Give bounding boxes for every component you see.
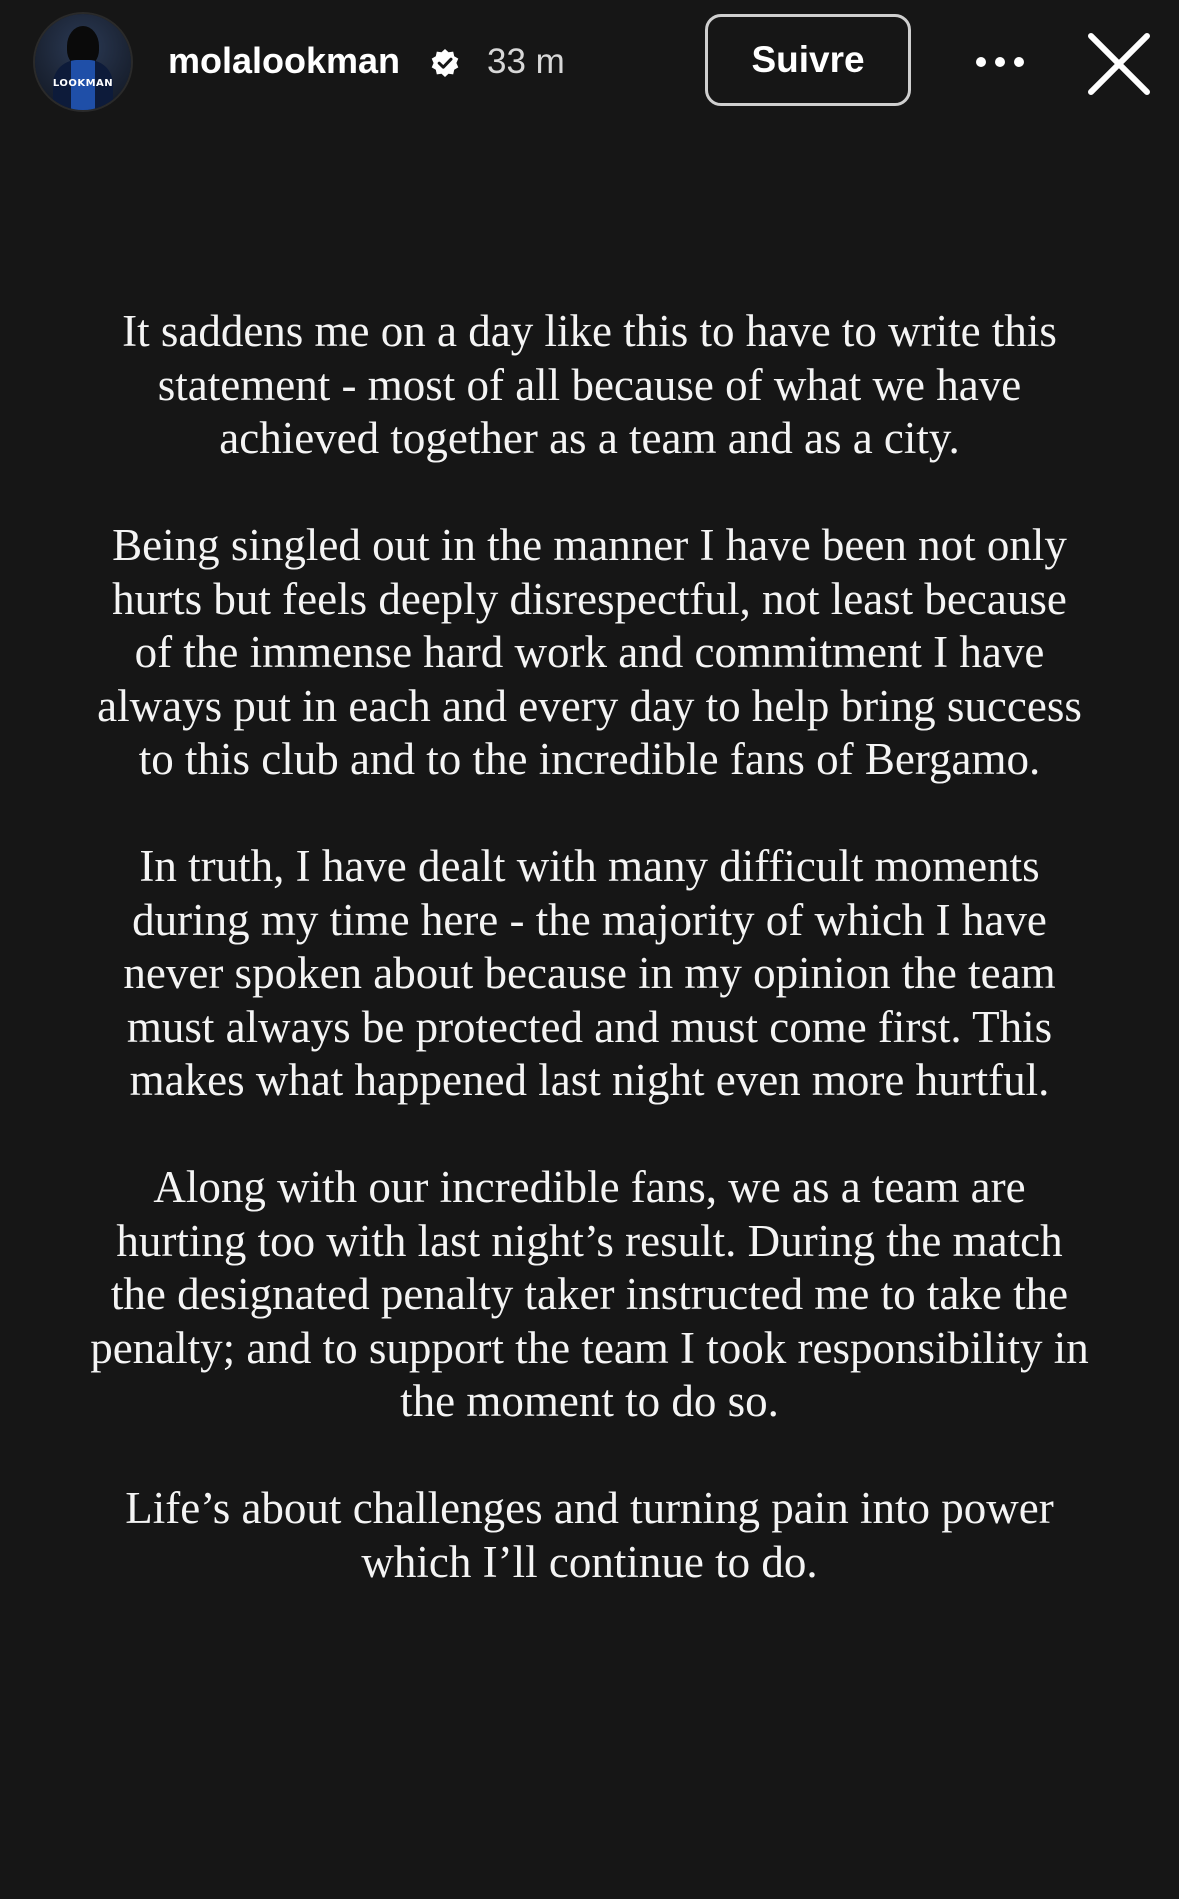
statement-paragraph: In truth, I have dealt with many difficult moments during my time here - the majority of which I have never spoken about because in my opinion the team must always be protected and must come first. This makes what happened last night even more hurtful. <box>123 841 1056 1105</box>
avatar-tag: LOOKMAN <box>52 78 114 89</box>
story-header <box>0 0 1179 125</box>
close-icon[interactable] <box>1085 30 1153 98</box>
verified-badge-icon <box>430 48 460 78</box>
post-time: 33 m <box>487 42 565 81</box>
avatar[interactable] <box>35 14 131 110</box>
story-statement <box>90 305 1089 1589</box>
statement-paragraph: Life’s about challenges and turning pain into power which I’ll continue to do. <box>125 1483 1054 1587</box>
statement-paragraph: Being singled out in the manner I have been not only hurts but feels deeply disrespectful, not least because of the immense hard work and commitment I have always put in each and every day to help bring success to this club and to the incredible fans of Bergamo. <box>97 520 1082 784</box>
username[interactable]: molalookman <box>168 40 401 81</box>
statement-paragraph: It saddens me on a day like this to have to write this statement - most of all because of what we have achieved together as a team and as a city. <box>122 306 1057 463</box>
follow-button[interactable]: Suivre <box>705 14 911 106</box>
more-options-button[interactable] <box>970 40 1030 84</box>
more-horizontal-icon <box>975 56 1025 68</box>
statement-paragraph: Along with our incredible fans, we as a team are hurting too with last night’s result. During the match the designated penalty taker instructed me to take the penalty; and to support the team I took responsibility in the moment to do so. <box>90 1162 1089 1426</box>
